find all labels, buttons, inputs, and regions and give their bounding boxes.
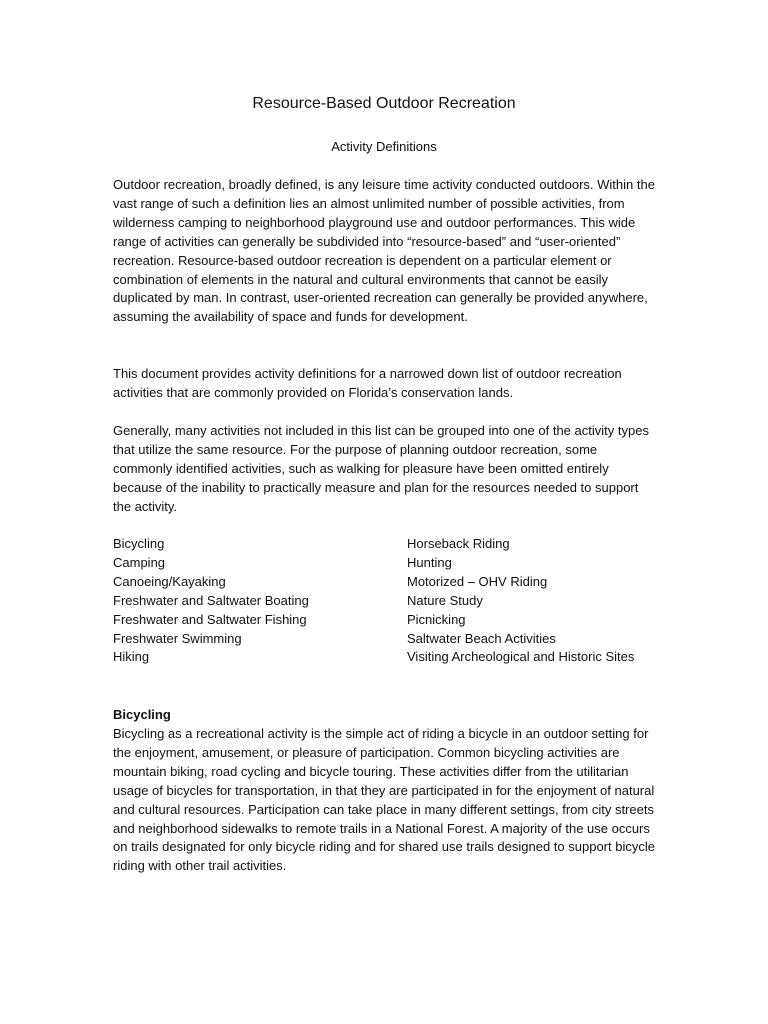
list-item: Visiting Archeological and Historic Sites — [407, 649, 635, 665]
bicycling-paragraph: Bicycling as a recreational activity is the simple act of riding a bicycle in an outdoor setting for the enjoyment, amusement, or pleasure of participation. Common bicycling activities are mountain biking, road cycling and bicycle touring. These activities differ from the utilitarian usage of bicycles for transportation, in that they are participated in for the enjoyment of natural and cultural resources. Participation can take place in many different settings, from city streets and neighborhood sidewalks to remote trails in a National Forest. A majority of the use occurs on trails designated for only bicycle riding and for shared use trails designed to support bicycle riding with other trail activities. — [113, 726, 655, 874]
list-item: Bicycling — [113, 536, 165, 551]
page-title: Resource-Based Outdoor Recreation — [252, 95, 516, 112]
document-purpose-paragraph: This document provides activity definitions for a narrowed down list of outdoor recreation activities that are commonly provided on Florida’s conservation lands. — [113, 366, 622, 400]
list-item: Nature Study — [407, 592, 483, 608]
list-item: Picnicking — [407, 611, 466, 627]
bicycling-heading: Bicycling — [113, 707, 171, 722]
grouping-paragraph: Generally, many activities not included in this list can be grouped into one of the activity types that utilize the same resource. For the purpose of planning outdoor recreation, some commonly identified activities, such as walking for pleasure have been omitted entirely because of the inability to practically measure and plan for the resources needed to support the activity. — [113, 423, 649, 514]
page-subtitle: Activity Definitions — [331, 139, 437, 154]
activity-list-right — [407, 535, 707, 667]
list-item: Freshwater and Saltwater Boating — [113, 592, 309, 608]
list-item: Motorized – OHV Riding — [407, 573, 548, 589]
list-item: Camping — [113, 554, 166, 570]
list-item: Freshwater and Saltwater Fishing — [113, 611, 307, 627]
activity-list-left — [113, 535, 393, 667]
list-item: Saltwater Beach Activities — [407, 630, 556, 646]
list-item: Canoeing/Kayaking — [113, 573, 226, 589]
intro-paragraph: Outdoor recreation, broadly defined, is any leisure time activity conducted outdoors. Within the vast range of such a definition lies an almost unlimited number of possible activities, from wilderness camping to neighborhood playground use and outdoor performances. This wide range of activities can generally be subdivided into “resource-based” and “user-oriented” recreation. Resource-based outdoor recreation is dependent on a particular element or combination of elements in the natural and cultural environments that cannot be easily duplicated by man. In contrast, user-oriented recreation can generally be provided anywhere, assuming the availability of space and funds for development. — [113, 177, 655, 325]
list-item: Horseback Riding — [407, 536, 510, 551]
list-item: Freshwater Swimming — [113, 630, 242, 646]
list-item: Hunting — [407, 554, 452, 570]
list-item: Hiking — [113, 649, 150, 665]
